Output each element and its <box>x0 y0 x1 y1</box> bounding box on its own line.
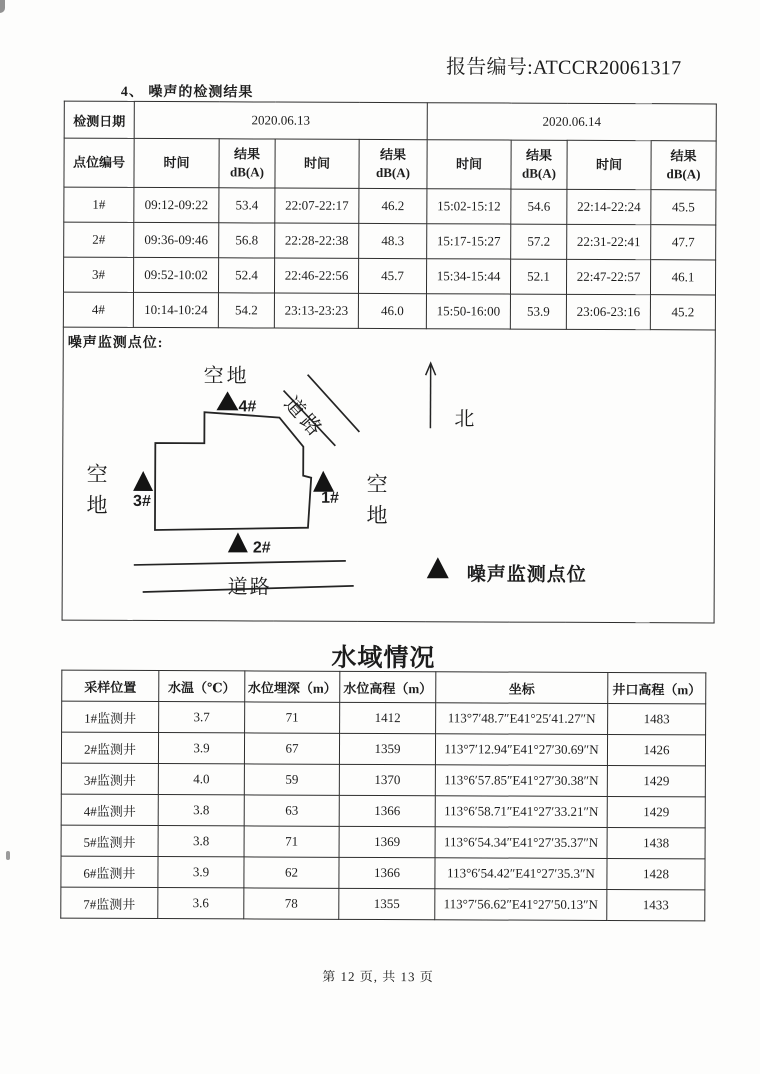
temp-cell: 3.9 <box>158 733 244 764</box>
time-cell: 10:14-10:24 <box>133 292 218 327</box>
time-cell: 22:46-22:56 <box>274 258 358 293</box>
elev-cell: 1426 <box>607 734 705 765</box>
well-cell: 3#监测井 <box>61 763 158 794</box>
result-cell: 45.2 <box>650 295 715 330</box>
marker-label-3: 3# <box>133 492 151 510</box>
result-cell: 57.2 <box>511 224 567 259</box>
table-row <box>61 856 705 890</box>
result-header-line: dB(A) <box>521 165 557 181</box>
point-header-cell: 点位编号 <box>64 138 134 187</box>
temp-cell: 3.9 <box>158 857 244 888</box>
time-cell: 15:17-15:27 <box>427 224 511 259</box>
time-cell: 15:02-15:12 <box>427 189 511 224</box>
table-header-row <box>62 670 706 704</box>
result-header-line: dB(A) <box>666 166 701 182</box>
time-cell: 23:13-23:23 <box>274 293 358 328</box>
open-space-label-right: 空地 <box>363 472 389 536</box>
result-cell: 56.8 <box>219 223 275 258</box>
marker-label-2: 2# <box>252 539 271 557</box>
marker-triangle-1 <box>313 471 334 492</box>
marker-triangle-4 <box>216 391 238 410</box>
time-cell: 15:50-16:00 <box>426 294 510 329</box>
result-header-cell <box>651 141 716 190</box>
well-cell: 5#监测井 <box>61 825 158 856</box>
legend-label: 噪声监测点位 <box>466 564 587 586</box>
result-header-line: 结果 <box>670 148 697 164</box>
depth-cell: 71 <box>244 826 339 857</box>
header-cell: 采样位置 <box>62 670 159 701</box>
level-cell: 1370 <box>339 764 435 795</box>
header-cell: 水位埋深（m） <box>245 671 340 702</box>
legend-triangle <box>427 557 449 578</box>
marker-triangle-3 <box>133 471 153 491</box>
noise-location-diagram <box>62 327 715 623</box>
time-cell: 22:47-22:57 <box>566 259 650 294</box>
result-header-cell <box>511 140 567 189</box>
coord-cell: 113°6′54.34″E41°27′35.37″N <box>435 827 607 859</box>
time-cell: 09:52-10:02 <box>133 257 218 292</box>
section-title: 4、 噪声的检测结果 <box>120 84 254 101</box>
depth-cell: 63 <box>244 795 339 826</box>
point-cell: 4# <box>63 292 133 327</box>
well-cell: 2#监测井 <box>61 732 158 763</box>
table-row <box>63 292 715 330</box>
elev-cell: 1433 <box>607 889 705 920</box>
temp-cell: 3.8 <box>158 795 244 826</box>
result-cell: 48.3 <box>359 223 427 258</box>
noise-results-table <box>62 101 717 624</box>
table-row <box>64 101 716 141</box>
table-row <box>61 887 705 921</box>
depth-cell: 78 <box>244 888 339 919</box>
date-cell: 2020.06.13 <box>134 101 427 139</box>
time-cell: 22:14-22:24 <box>567 189 651 224</box>
time-cell: 09:12-09:22 <box>134 187 219 222</box>
table-row <box>62 701 706 735</box>
depth-cell: 67 <box>244 733 339 764</box>
coord-cell: 113°6′57.85″E41°27′30.38″N <box>435 765 607 797</box>
coord-cell: 113°6′54.42″E41°27′35.3″N <box>435 858 607 890</box>
elev-cell: 1429 <box>607 796 705 827</box>
depth-cell: 59 <box>244 764 339 795</box>
open-space-label-left: 空地 <box>83 462 109 525</box>
elev-cell: 1483 <box>608 703 706 734</box>
header-cell: 坐标 <box>436 672 608 704</box>
well-cell: 1#监测井 <box>62 701 159 732</box>
result-header-line: dB(A) <box>375 164 411 181</box>
elev-cell: 1428 <box>607 858 705 889</box>
point-cell: 3# <box>63 257 133 292</box>
coord-cell: 113°6′58.71″E41°27′33.21″N <box>435 796 607 828</box>
table-row <box>64 187 716 225</box>
well-cell: 4#监测井 <box>61 794 158 825</box>
level-cell: 1369 <box>339 826 435 857</box>
temp-cell: 3.7 <box>159 702 245 733</box>
water-conditions-table <box>60 670 706 922</box>
result-cell: 46.2 <box>359 188 427 223</box>
well-cell: 7#监测井 <box>61 887 158 918</box>
level-cell: 1366 <box>339 795 435 826</box>
result-header-cell <box>359 139 427 188</box>
road-label-diagonal: 道路 <box>279 392 329 444</box>
diagram-label: 噪声监测点位: <box>67 335 164 352</box>
report-number: 报告编号:ATCCR20061317 <box>445 56 682 80</box>
elev-cell: 1438 <box>607 827 705 858</box>
time-cell: 09:36-09:46 <box>134 222 219 257</box>
level-cell: 1366 <box>339 857 435 888</box>
point-cell: 1# <box>64 187 134 222</box>
time-cell: 15:34-15:44 <box>426 259 510 294</box>
result-cell: 45.5 <box>651 190 716 225</box>
time-cell: 23:06-23:16 <box>566 294 650 329</box>
marker-label-1: 1# <box>321 489 339 507</box>
marker-label-4: 4# <box>238 398 257 416</box>
depth-cell: 62 <box>244 857 339 888</box>
header-cell: 水位高程（m） <box>340 671 436 702</box>
road-label-bottom: 道路 <box>227 576 272 599</box>
header-cell: 井口高程（m） <box>608 672 706 703</box>
time-header-cell: 时间 <box>567 140 651 189</box>
building-outline <box>155 412 312 531</box>
time-cell: 22:31-22:41 <box>567 224 651 259</box>
diagram-row <box>62 327 715 623</box>
time-cell: 22:07-22:17 <box>275 188 359 223</box>
coord-cell: 113°7′56.62″E41°27′50.13″N <box>435 889 607 921</box>
result-header-cell <box>219 139 275 188</box>
result-cell: 52.1 <box>510 259 566 294</box>
open-space-label-top: 空地 <box>203 365 250 388</box>
result-cell: 46.1 <box>650 260 715 295</box>
elev-cell: 1429 <box>607 765 705 796</box>
time-header-cell: 时间 <box>134 138 219 187</box>
result-cell: 52.4 <box>218 258 274 293</box>
table-row <box>61 732 705 766</box>
coord-cell: 113°7′12.94″E41°27′30.69″N <box>435 734 607 766</box>
result-cell: 54.2 <box>218 293 274 328</box>
table-header-row <box>64 138 716 190</box>
result-cell: 54.6 <box>511 189 567 224</box>
result-header-line: dB(A) <box>230 164 265 180</box>
level-cell: 1355 <box>339 888 435 919</box>
table-row <box>64 222 716 260</box>
table-row <box>61 763 705 797</box>
table-row <box>61 825 705 859</box>
table-row <box>63 257 715 295</box>
result-cell: 53.9 <box>510 294 566 329</box>
result-header-line: 结果 <box>526 148 553 164</box>
page-number: 第 12 页, 共 13 页 <box>322 968 434 985</box>
point-cell: 2# <box>64 222 134 257</box>
result-header-line: 结果 <box>380 147 407 163</box>
well-cell: 6#监测井 <box>61 856 158 887</box>
header-cell: 水温（℃） <box>159 671 245 702</box>
result-cell: 47.7 <box>651 225 716 260</box>
result-cell: 45.7 <box>358 258 426 293</box>
time-header-cell: 时间 <box>427 140 511 189</box>
date-cell: 2020.06.14 <box>427 103 716 141</box>
result-cell: 53.4 <box>219 188 275 223</box>
marker-triangle-2 <box>228 532 248 552</box>
level-cell: 1359 <box>339 733 435 764</box>
result-header-line: 结果 <box>234 146 261 162</box>
temp-cell: 3.8 <box>158 826 244 857</box>
water-section-title: 水域情况 <box>331 644 436 673</box>
date-header-cell: 检测日期 <box>64 101 134 138</box>
north-label: 北 <box>454 408 475 431</box>
temp-cell: 3.6 <box>158 888 244 919</box>
depth-cell: 71 <box>245 702 340 733</box>
temp-cell: 4.0 <box>158 764 244 795</box>
road-line <box>134 560 346 566</box>
coord-cell: 113°7′48.7″E41°25′41.27″N <box>436 703 608 735</box>
table-row <box>61 794 705 828</box>
time-cell: 22:28-22:38 <box>275 223 359 258</box>
time-header-cell: 时间 <box>275 139 359 188</box>
level-cell: 1412 <box>340 702 436 733</box>
result-cell: 46.0 <box>358 293 426 328</box>
